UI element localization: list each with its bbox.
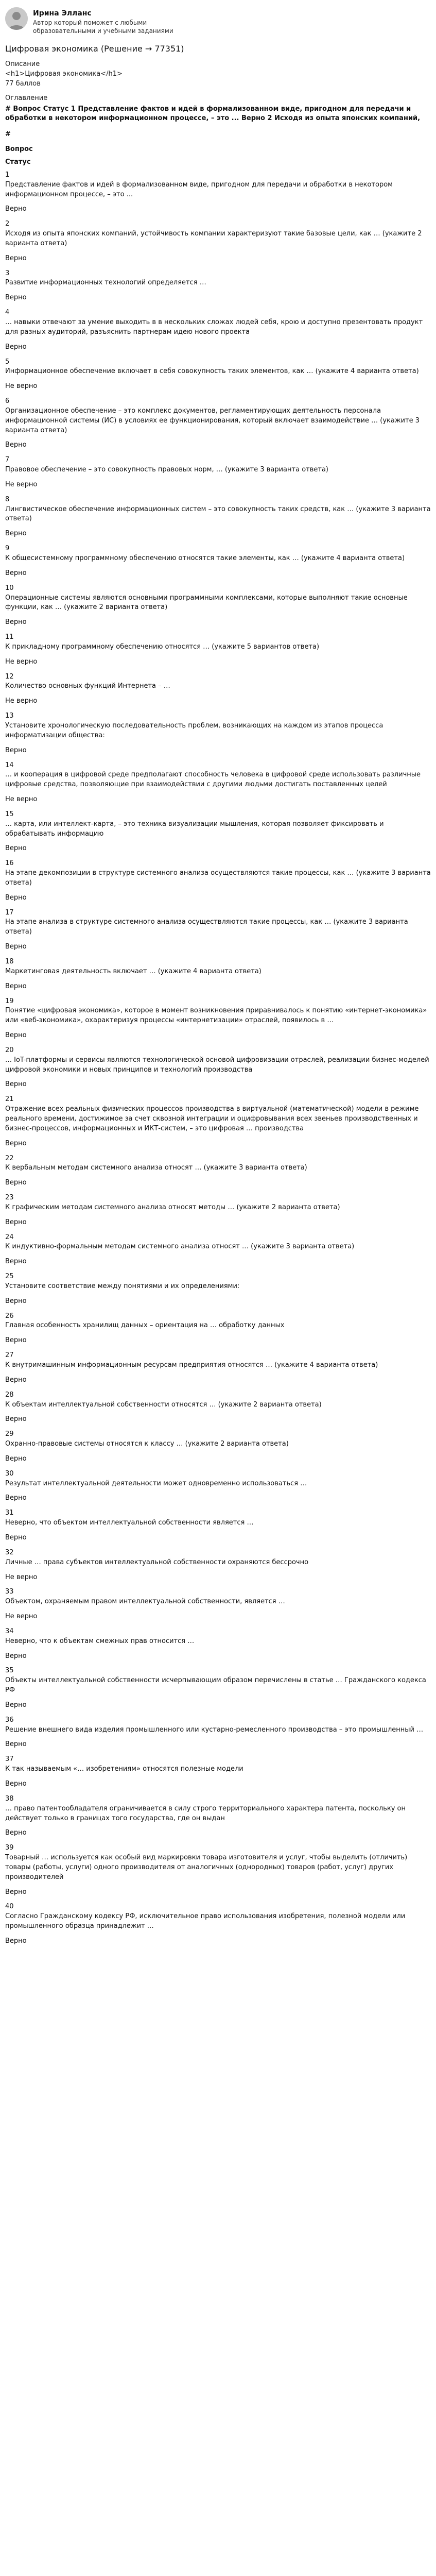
list-item <box>5 1272 431 1307</box>
question-number: 16 <box>5 859 14 868</box>
question-text: Объектом, охраняемым правом интеллектуальной собственности, является … <box>5 1598 285 1606</box>
list-item <box>5 761 431 805</box>
question-text: Неверно, что к объектам смежных прав относится … <box>5 1637 195 1645</box>
question-text: Решение внешнего вида изделия промышленного или кустарно-ремесленного производства – это промышленный … <box>5 1725 424 1734</box>
question-status: Верно <box>5 1297 27 1305</box>
question-number: 3 <box>5 269 10 277</box>
question-number: 39 <box>5 1844 14 1852</box>
question-text: Установите хронологическую последовательность проблем, возникающих на каждом из этапов процесса информатизации общества: <box>5 721 383 739</box>
question-status: Верно <box>5 1937 27 1945</box>
points-value: 77 баллов <box>5 79 41 88</box>
question-text: Исходя из опыта японских компаний, устойчивость компании характеризуют такие базовые цели, как … (укажите 2 варианта ответа) <box>5 230 422 247</box>
question-text: … IoT-платформы и сервисы являются технологической основой цифровизации отраслей, реализации бизнес-моделей цифровой экономики и новых принципов и технологий производства <box>5 1056 429 1074</box>
question-number: 36 <box>5 1716 14 1724</box>
question-status: Верно <box>5 893 27 902</box>
question-number: 19 <box>5 997 14 1005</box>
question-number: 31 <box>5 1509 14 1517</box>
question-text: Понятие «цифровая экономика», которое в момент возникновения приравнивалось к понятию «интернет-экономика» или «веб-экономика», охарактеризуя процессы «интернетизации» отраслей, появилось в … <box>5 1007 427 1025</box>
list-item <box>5 358 431 392</box>
question-status: Не верно <box>5 382 38 391</box>
question-number: 34 <box>5 1627 14 1635</box>
description-value: <h1>Цифровая экономика</h1> <box>5 70 123 78</box>
question-number: 2 <box>5 220 10 228</box>
question-number: 5 <box>5 358 10 366</box>
question-status: Верно <box>5 1139 27 1147</box>
question-number: 32 <box>5 1548 14 1556</box>
question-status: Верно <box>5 569 27 577</box>
question-number: 12 <box>5 672 14 681</box>
question-status: Верно <box>5 1652 27 1660</box>
list-item <box>5 308 431 352</box>
list-item <box>5 1627 431 1662</box>
list-item <box>5 455 431 490</box>
list-item <box>5 1193 431 1228</box>
question-status: Не верно <box>5 1613 38 1621</box>
list-item <box>5 810 431 854</box>
question-text: Личные … права субъектов интеллектуальной собственности охраняются бессрочно <box>5 1558 309 1566</box>
question-text: На этапе декомпозиции в структуре системного анализа осуществляются такие процессы, как … (укажите 3 варианта ответа) <box>5 869 431 887</box>
question-number: 35 <box>5 1667 14 1675</box>
question-number: 9 <box>5 545 10 553</box>
list-item <box>5 1666 431 1710</box>
list-item <box>5 997 431 1041</box>
question-number: 7 <box>5 456 10 464</box>
question-text: … и кооперация в цифровой среде предполагают способность человека в цифровой среде использовать различные цифровые средства, позволяющие при взаимодействии с другими людьми достигать поставленных целей <box>5 771 421 789</box>
document-title: Цифровая экономика (Решение → 77351) <box>5 43 184 54</box>
list-item <box>5 1755 431 1789</box>
question-number: 27 <box>5 1351 14 1360</box>
question-text: К графическим методам системного анализа относят методы … (укажите 2 варианта ответа) <box>5 1203 340 1211</box>
hash-marker: # <box>5 130 11 139</box>
question-text: К вербальным методам системного анализа относят … (укажите 3 варианта ответа) <box>5 1164 307 1172</box>
list-item <box>5 269 431 303</box>
question-number: 18 <box>5 958 14 966</box>
list-item <box>5 1154 431 1189</box>
list-item <box>5 1095 431 1148</box>
question-number: 24 <box>5 1233 14 1241</box>
question-status: Верно <box>5 618 27 626</box>
question-number: 14 <box>5 761 14 769</box>
question-status: Верно <box>5 746 27 754</box>
question-number: 22 <box>5 1154 14 1162</box>
list-item <box>5 1430 431 1464</box>
user-avatar-icon <box>5 7 28 30</box>
question-text: … право патентообладателя ограничивается в силу строго территориального характера патента, поскольку он действует только в границах того государства, где он выдан <box>5 1804 406 1822</box>
author-block <box>5 7 431 36</box>
question-text: Главная особенность хранилищ данных – ориентация на … обработку данных <box>5 1321 285 1330</box>
column-status-header: Статус <box>5 158 31 166</box>
question-text: К индуктивно-формальным методам системного анализа относят … (укажите 3 варианта ответа) <box>5 1243 355 1251</box>
question-number: 13 <box>5 712 14 720</box>
question-text: Товарный … используется как особый вид маркировки товара изготовителя и услуг, чтобы выделить (отличить) товары (работы, услуги) одного производителя от аналогичных (однородных) товаров (работ, услуг) других производителей <box>5 1854 408 1881</box>
question-status: Верно <box>5 254 27 262</box>
question-text: Объекты интеллектуальной собственности исчерпывающим образом перечислены в статье … Гражданского кодекса РФ <box>5 1676 426 1694</box>
question-number: 15 <box>5 810 14 818</box>
question-text: … навыки отвечают за умение выходить в в нескольких сложах людей себя, крою и доступно презентовать продукт для разных аудиторий, разъяснить партнерам идею нового проекта <box>5 318 423 336</box>
list-item <box>5 171 431 214</box>
question-text: К так называемым «… изобретениям» относятся полезные модели <box>5 1765 243 1773</box>
question-status: Верно <box>5 1888 27 1896</box>
question-status: Не верно <box>5 1573 38 1581</box>
question-status: Верно <box>5 1376 27 1384</box>
question-status: Не верно <box>5 795 38 804</box>
list-item <box>5 1046 431 1090</box>
question-status: Верно <box>5 1179 27 1187</box>
question-status: Верно <box>5 943 27 951</box>
question-status: Не верно <box>5 480 38 488</box>
question-text: Согласно Гражданскому кодексу РФ, исключительное право использования изобретения, полезной модели или промышленного образца принадлежит … <box>5 1912 406 1930</box>
question-text: Правовое обеспечение – это совокупность правовых норм, … (укажите 3 варианта ответа) <box>5 466 328 474</box>
question-status: Верно <box>5 1336 27 1345</box>
question-text: Представление фактов и идей в формализованном виде, пригодном для передачи и обработки в некотором информационном процессе, – это ... <box>5 180 393 198</box>
question-text: К внутримашинным информационным ресурсам предприятия относятся … (укажите 4 варианта ответа) <box>5 1361 378 1369</box>
question-status: Верно <box>5 1740 27 1749</box>
question-number: 10 <box>5 584 14 592</box>
question-text: На этапе анализа в структуре системного анализа осуществляются такие процессы, как … (укажите 3 варианта ответа) <box>5 918 408 936</box>
list-item <box>5 1509 431 1543</box>
question-status: Верно <box>5 530 27 538</box>
list-item <box>5 1716 431 1750</box>
question-text: Результат интеллектуальной деятельности может одновременно использоваться … <box>5 1479 307 1487</box>
list-item <box>5 1469 431 1504</box>
question-status: Верно <box>5 1533 27 1541</box>
question-text: Охранно-правовые системы относятся к классу … (укажите 2 варианта ответа) <box>5 1440 289 1448</box>
question-number: 17 <box>5 908 14 917</box>
list-item <box>5 859 431 903</box>
author-description: Автор который поможет с любыми образовательными и учебными заданиями <box>33 19 173 35</box>
question-status: Верно <box>5 1031 27 1040</box>
question-text: К объектам интеллектуальной собственности относятся … (укажите 2 варианта ответа) <box>5 1400 322 1409</box>
list-item <box>5 672 431 707</box>
question-text: Неверно, что объектом интеллектуальной собственности является … <box>5 1519 254 1527</box>
question-status: Верно <box>5 844 27 853</box>
question-status: Верно <box>5 1780 27 1788</box>
question-status: Верно <box>5 441 27 449</box>
question-text: … карта, или интеллект-карта, – это техника визуализации мышления, которая позволяет фиксировать и обрабатывать информацию <box>5 820 384 838</box>
question-number: 40 <box>5 1903 14 1911</box>
question-status: Не верно <box>5 657 38 666</box>
question-number: 20 <box>5 1046 14 1054</box>
question-text: Организационное обеспечение – это комплекс документов, регламентирующих деятельность персонала информационной системы (ИС) в условиях ее функционирования, который включает взаимодействие … (укажите 3 варианта ответа) <box>5 406 420 434</box>
list-item <box>5 1587 431 1622</box>
question-number: 11 <box>5 633 14 641</box>
list-item <box>5 1312 431 1346</box>
toc-heading: # Вопрос Статус 1 Представление фактов и идей в формализованном виде, пригодном для передачи и обработки в некотором информационном процессе, – это ... Верно 2 Исходя из опыта японских компаний, <box>5 105 421 122</box>
list-item <box>5 1843 431 1897</box>
question-number: 8 <box>5 495 10 503</box>
list-item <box>5 1548 431 1583</box>
question-status: Верно <box>5 1080 27 1089</box>
question-number: 1 <box>5 171 10 179</box>
avatar[interactable] <box>5 7 28 30</box>
question-status: Верно <box>5 982 27 990</box>
question-status: Верно <box>5 1218 27 1226</box>
list-item <box>5 908 431 952</box>
list-item <box>5 219 431 263</box>
list-item <box>5 711 431 755</box>
list-item <box>5 1233 431 1267</box>
list-item <box>5 584 431 628</box>
question-text: Развитие информационных технологий определяется … <box>5 279 206 287</box>
list-item <box>5 495 431 539</box>
question-status: Верно <box>5 294 27 302</box>
question-text: Маркетинговая деятельность включает … (укажите 4 варианта ответа) <box>5 967 261 975</box>
question-number: 26 <box>5 1312 14 1320</box>
question-list <box>5 171 431 1946</box>
toc-label: Оглавление <box>5 94 48 103</box>
question-number: 33 <box>5 1588 14 1596</box>
column-question-header: Вопрос <box>5 145 33 154</box>
description-label: Описание <box>5 60 40 68</box>
question-status: Верно <box>5 1454 27 1463</box>
list-item <box>5 397 431 450</box>
question-number: 21 <box>5 1095 14 1104</box>
list-item <box>5 544 431 579</box>
question-status: Верно <box>5 1258 27 1266</box>
author-name[interactable]: Ирина Элланс <box>33 9 92 18</box>
question-number: 38 <box>5 1794 14 1803</box>
list-item <box>5 957 431 992</box>
list-item <box>5 1351 431 1385</box>
list-item <box>5 633 431 667</box>
description-block <box>5 60 431 89</box>
question-status: Не верно <box>5 697 38 705</box>
question-text: Отражение всех реальных физических процессов производства в виртуальной (математической) модели в режиме реального времени, достижимое за счет сквозной интеграции и оцифровывания всех звеньев производственных и бизнес-процессов, информационных и ИКТ-систем, – это цифровая … производства <box>5 1105 419 1132</box>
question-text: Операционные системы являются основными программными комплексами, которые выполняют такие основные функции, как … (укажите 2 варианта ответа) <box>5 594 408 612</box>
question-status: Верно <box>5 1415 27 1423</box>
question-status: Верно <box>5 1494 27 1502</box>
question-text: Лингвистическое обеспечение информационных систем – это совокупность таких средств, как … (укажите 3 варианта ответа) <box>5 505 431 523</box>
author-info <box>33 7 203 36</box>
list-item <box>5 1794 431 1838</box>
question-status: Верно <box>5 205 27 213</box>
question-number: 4 <box>5 309 10 317</box>
question-number: 37 <box>5 1755 14 1764</box>
question-status: Верно <box>5 343 27 351</box>
list-item <box>5 1902 431 1946</box>
list-item <box>5 1391 431 1425</box>
question-text: К прикладному программному обеспечению относятся … (укажите 5 вариантов ответа) <box>5 642 320 651</box>
question-number: 25 <box>5 1273 14 1281</box>
question-number: 23 <box>5 1194 14 1202</box>
question-status: Верно <box>5 1829 27 1837</box>
question-number: 30 <box>5 1469 14 1478</box>
question-text: Количество основных функций Интернета – … <box>5 682 170 690</box>
question-status: Верно <box>5 1701 27 1709</box>
question-text: Информационное обеспечение включает в себя совокупность таких элементов, как … (укажите 4 варианта ответа) <box>5 367 419 376</box>
question-number: 28 <box>5 1391 14 1399</box>
question-number: 6 <box>5 397 10 405</box>
question-text: К общесистемному программному обеспечению относятся такие элементы, как … (укажите 4 варианта ответа) <box>5 554 405 563</box>
question-text: Установите соответствие между понятиями и их определениями: <box>5 1282 240 1290</box>
question-number: 29 <box>5 1430 14 1438</box>
